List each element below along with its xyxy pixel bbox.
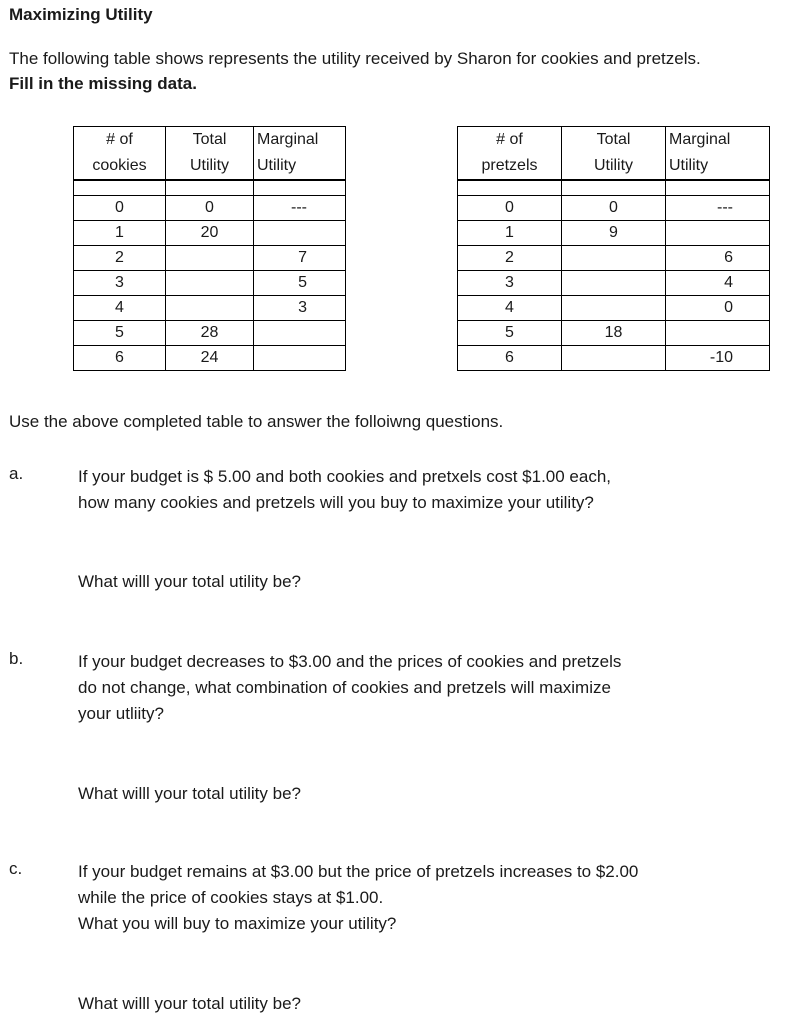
table-row: [74, 296, 346, 321]
table-cell: 5: [74, 321, 166, 346]
question-line: What you will buy to maximize your utility?: [78, 914, 397, 933]
table-cell: 9: [562, 221, 666, 246]
table-row: [74, 321, 346, 346]
table-cell: 6: [74, 346, 166, 371]
table-cell: [166, 246, 254, 271]
header-cell: Marginal: [666, 127, 770, 154]
table-cell: 7: [254, 246, 346, 271]
spacer-cell: [166, 180, 254, 196]
table-row: [458, 296, 770, 321]
table-row: [74, 196, 346, 221]
question-letter: b.: [9, 649, 24, 668]
table-row: [458, 196, 770, 221]
question-text: [78, 649, 758, 727]
table-cell: 4: [74, 296, 166, 321]
table-row: [74, 346, 346, 371]
question-text: [78, 859, 758, 937]
question-line: your utliity?: [78, 704, 164, 723]
spacer-cell: [74, 180, 166, 196]
table-cell: [166, 296, 254, 321]
header-cell: # of: [74, 127, 166, 154]
table-cell: 1: [74, 221, 166, 246]
table-cell: 2: [458, 246, 562, 271]
table-row: [74, 246, 346, 271]
table-cell: 2: [74, 246, 166, 271]
table-cell: 0: [666, 296, 770, 321]
table-cell: 28: [166, 321, 254, 346]
header-cell: Utility: [254, 153, 346, 180]
question-followup: What willl your total utility be?: [78, 994, 301, 1013]
header-cell: Total: [562, 127, 666, 154]
table-cell: [666, 321, 770, 346]
table-cell: [254, 346, 346, 371]
pretzels-table: [457, 126, 770, 371]
table-cell: 0: [74, 196, 166, 221]
intro-line: The following table shows represents the utility received by Sharon for cookies and pretzels.: [9, 49, 701, 68]
table-cell: 1: [458, 221, 562, 246]
table-cell: 0: [166, 196, 254, 221]
table-cell: [254, 321, 346, 346]
header-cell: Total: [166, 127, 254, 154]
table-cell: 5: [458, 321, 562, 346]
question-followup: What willl your total utility be?: [78, 784, 301, 803]
header-cell: Marginal: [254, 127, 346, 154]
table-cell: [562, 246, 666, 271]
question-letter: a.: [9, 464, 24, 483]
cookies-table: [73, 126, 346, 371]
table-row: [458, 271, 770, 296]
question-line: If your budget remains at $3.00 but the price of pretzels increases to $2.00: [78, 862, 639, 881]
table-row: [74, 221, 346, 246]
intro-text: [9, 46, 794, 96]
table-cell: [562, 346, 666, 371]
table-row: [458, 346, 770, 371]
table-cell: [254, 221, 346, 246]
spacer-cell: [254, 180, 346, 196]
table-row: [458, 221, 770, 246]
table-cell: 0: [562, 196, 666, 221]
table-cell: 6: [458, 346, 562, 371]
table-cell: 0: [458, 196, 562, 221]
question-letter: c.: [9, 859, 23, 878]
header-cell: Utility: [666, 153, 770, 180]
question-line: how many cookies and pretzels will you buy to maximize your utility?: [78, 493, 594, 512]
table-cell: 24: [166, 346, 254, 371]
table-cell: [666, 221, 770, 246]
table-cell: ---: [254, 196, 346, 221]
header-cell: # of: [458, 127, 562, 154]
intro-instruction: Fill in the missing data.: [9, 74, 197, 93]
question-line: If your budget decreases to $3.00 and the prices of cookies and pretzels: [78, 652, 622, 671]
table-cell: [562, 271, 666, 296]
table-cell: ---: [666, 196, 770, 221]
question-followup: What willl your total utility be?: [78, 572, 301, 591]
table-row: [458, 246, 770, 271]
table-cell: 4: [458, 296, 562, 321]
spacer-cell: [562, 180, 666, 196]
header-cell: cookies: [74, 153, 166, 180]
table-cell: 18: [562, 321, 666, 346]
table-cell: 4: [666, 271, 770, 296]
table-row: [74, 271, 346, 296]
table-cell: [166, 271, 254, 296]
questions-intro: Use the above completed table to answer the folloiwng questions.: [9, 412, 504, 431]
table-cell: [562, 296, 666, 321]
question-text: [78, 464, 758, 516]
table-cell: 20: [166, 221, 254, 246]
table-cell: 5: [254, 271, 346, 296]
table-row: [458, 321, 770, 346]
question-line: do not change, what combination of cookies and pretzels will maximize: [78, 678, 611, 697]
table-cell: 3: [254, 296, 346, 321]
header-cell: pretzels: [458, 153, 562, 180]
header-cell: Utility: [166, 153, 254, 180]
table-cell: 3: [458, 271, 562, 296]
question-line: while the price of cookies stays at $1.00.: [78, 888, 384, 907]
header-cell: Utility: [562, 153, 666, 180]
page-title: Maximizing Utility: [9, 5, 153, 24]
table-cell: 6: [666, 246, 770, 271]
table-cell: 3: [74, 271, 166, 296]
question-line: If your budget is $ 5.00 and both cookies and pretxels cost $1.00 each,: [78, 467, 612, 486]
spacer-cell: [458, 180, 562, 196]
table-cell: -10: [666, 346, 770, 371]
spacer-cell: [666, 180, 770, 196]
